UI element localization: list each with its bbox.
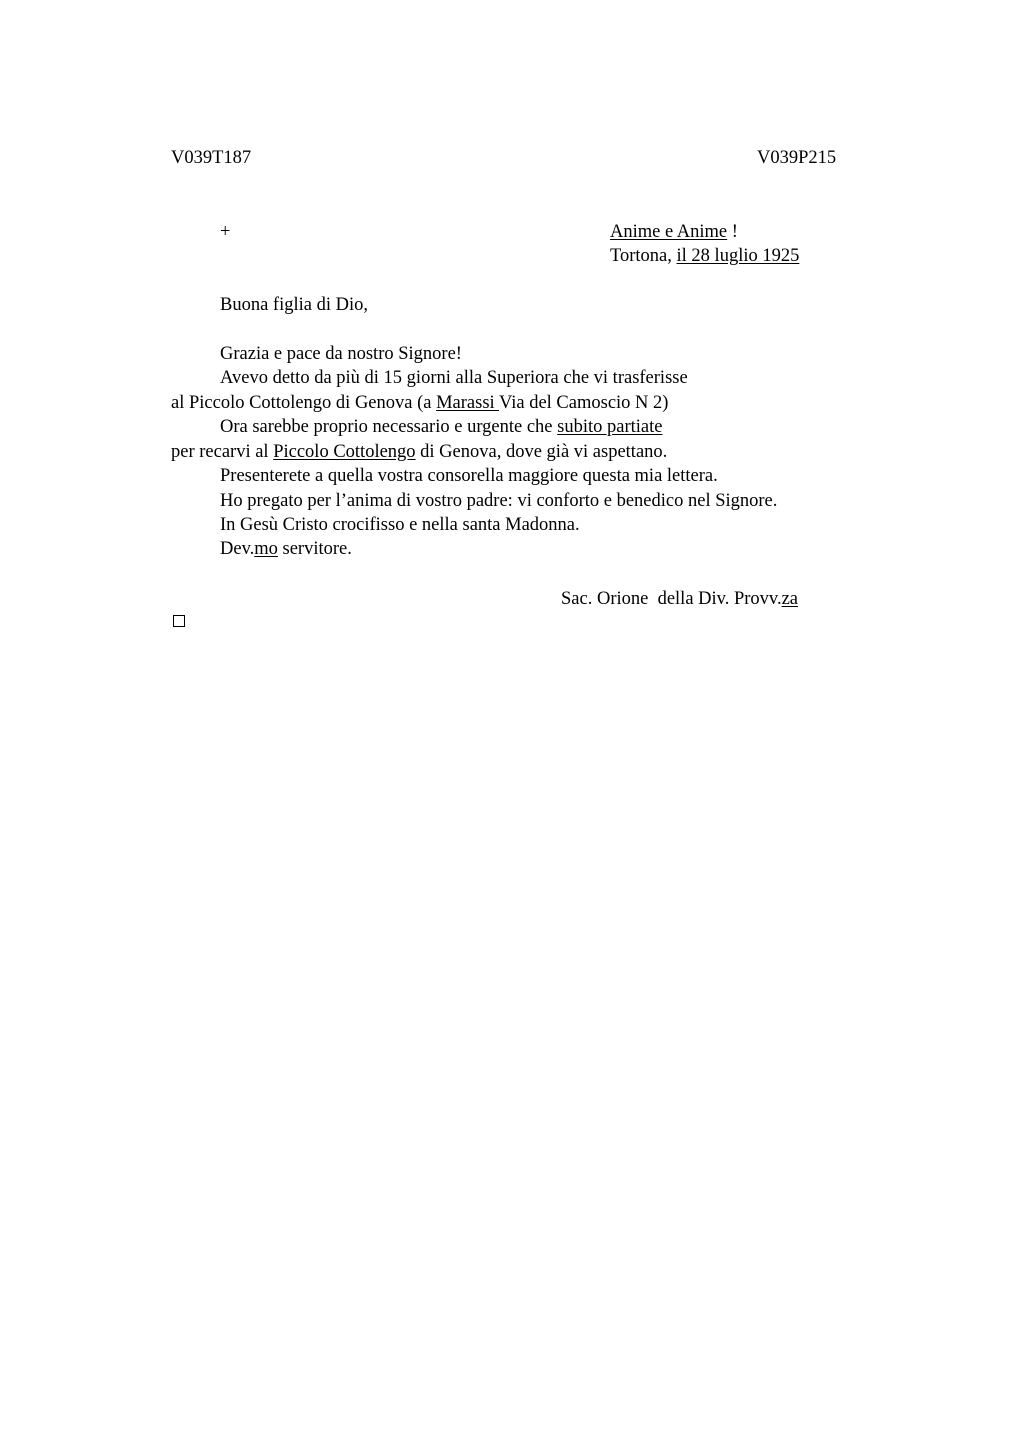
motto-line bbox=[610, 220, 738, 244]
motto-text: Anime e Anime bbox=[610, 222, 728, 242]
header-left-code: V039T187 bbox=[171, 148, 252, 168]
body-line-3-underlined: Marassi bbox=[436, 393, 499, 413]
body-line-4 bbox=[220, 415, 662, 439]
body-line-3-b: Via del Camoscio N 2) bbox=[498, 393, 669, 413]
date-line bbox=[610, 244, 799, 268]
body-line-3 bbox=[171, 391, 668, 415]
cross-symbol: + bbox=[220, 222, 231, 242]
body-line-2: Avevo detto da più di 15 giorni alla Superiora che vi trasferisse bbox=[220, 368, 688, 388]
date-value: il 28 luglio 1925 bbox=[676, 246, 800, 266]
body-line-5-a: per recarvi al bbox=[171, 442, 274, 462]
body-line-5 bbox=[171, 440, 667, 464]
end-square-icon bbox=[173, 615, 185, 627]
body-line-5-b: di Genova, dove già vi aspettano. bbox=[415, 442, 668, 462]
motto-exclamation: ! bbox=[727, 222, 738, 242]
body-line-8: In Gesù Cristo crocifisso e nella santa Madonna. bbox=[220, 515, 580, 535]
signature-text: Sac. Orione della Div. Provv. bbox=[561, 589, 782, 609]
body-line-9-b: servitore. bbox=[277, 539, 352, 559]
body-line-7: Ho pregato per l’anima di vostro padre: vi conforto e benedico nel Signore. bbox=[220, 491, 778, 511]
body-line-3-a: al Piccolo Cottolengo di Genova (a bbox=[171, 393, 437, 413]
salutation: Buona figlia di Dio, bbox=[220, 295, 368, 315]
body-line-1: Grazia e pace da nostro Signore! bbox=[220, 344, 462, 364]
signature-line bbox=[561, 587, 798, 611]
header-right-code: V039P215 bbox=[757, 148, 837, 168]
signature-suffix: za bbox=[781, 589, 799, 609]
body-line-5-underlined: Piccolo Cottolengo bbox=[273, 442, 416, 462]
body-line-9-underlined: mo bbox=[254, 539, 278, 559]
date-place: Tortona, bbox=[610, 246, 677, 266]
body-line-4-underlined: subito partiate bbox=[557, 417, 663, 437]
body-line-6: Presenterete a quella vostra consorella maggiore questa mia lettera. bbox=[220, 466, 718, 486]
body-line-4-a: Ora sarebbe proprio necessario e urgente che bbox=[220, 417, 558, 437]
body-line-9 bbox=[220, 537, 352, 561]
body-line-9-a: Dev. bbox=[220, 539, 255, 559]
